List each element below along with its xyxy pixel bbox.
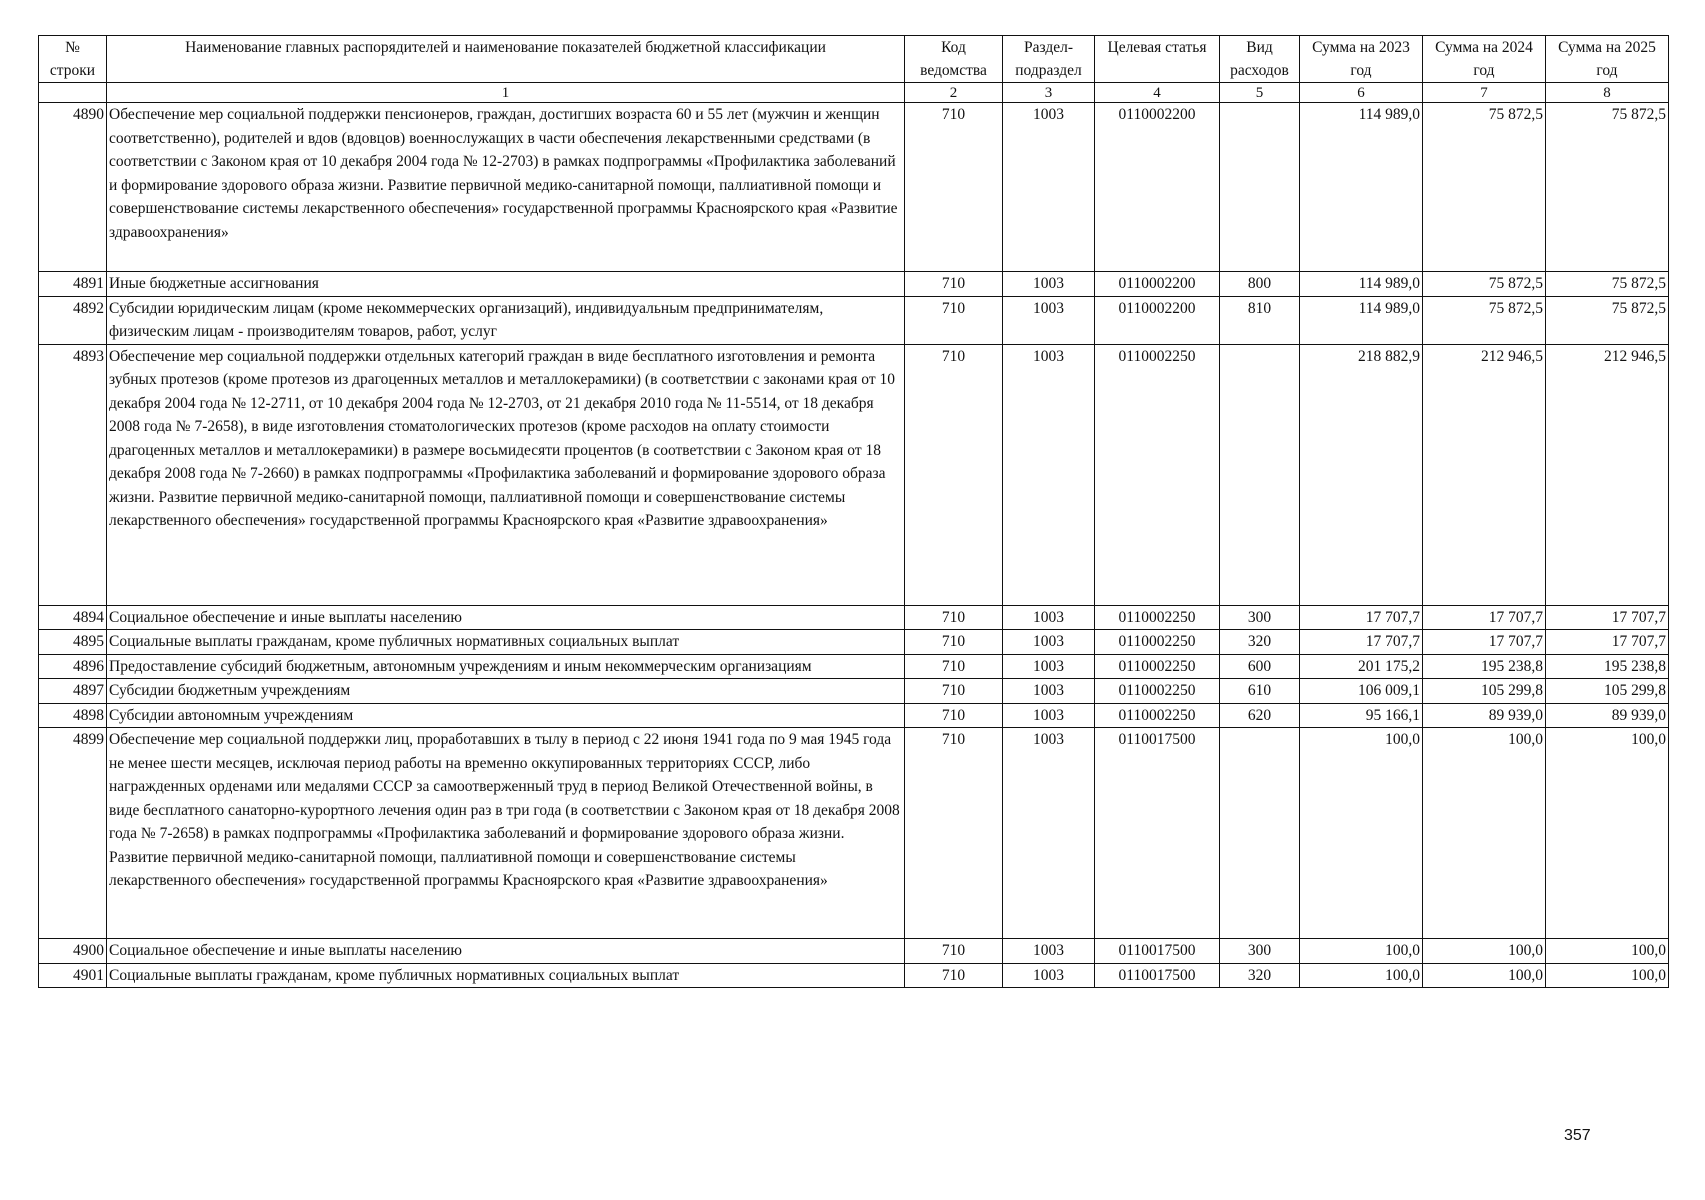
target-code: 0110002200: [1095, 103, 1220, 272]
table-row: [39, 728, 1669, 939]
sum-2023: 100,0: [1300, 963, 1423, 988]
table-row: [39, 963, 1669, 988]
page-number: 357: [1564, 1127, 1591, 1144]
dept-code: 710: [905, 963, 1003, 988]
row-name: Социальные выплаты гражданам, кроме публичных нормативных социальных выплат: [107, 630, 905, 655]
sum-2025: 100,0: [1546, 728, 1669, 939]
sum-2023: 100,0: [1300, 939, 1423, 964]
expense-type: 320: [1220, 963, 1300, 988]
dept-code: 710: [905, 272, 1003, 297]
header-dept-code: Код ведомства: [905, 36, 1003, 83]
target-code: 0110002200: [1095, 272, 1220, 297]
header-name: Наименование главных распорядителей и наименование показателей бюджетной классификации: [107, 36, 905, 83]
table-row: [39, 654, 1669, 679]
row-name: Субсидии автономным учреждениям: [107, 703, 905, 728]
row-name: Социальное обеспечение и иные выплаты населению: [107, 939, 905, 964]
table-row: [39, 630, 1669, 655]
section-code: 1003: [1003, 272, 1095, 297]
target-code: 0110002200: [1095, 296, 1220, 344]
dept-code: 710: [905, 630, 1003, 655]
target-code: 0110002250: [1095, 630, 1220, 655]
column-number: 1: [107, 83, 905, 103]
header-sum-2025: Сумма на 2025 год: [1546, 36, 1669, 83]
dept-code: 710: [905, 103, 1003, 272]
dept-code: 710: [905, 728, 1003, 939]
sum-2025: 100,0: [1546, 963, 1669, 988]
sum-2024: 100,0: [1423, 939, 1546, 964]
column-number: 8: [1546, 83, 1669, 103]
sum-2025: 17 707,7: [1546, 630, 1669, 655]
header-sum-2024: Сумма на 2024 год: [1423, 36, 1546, 83]
section-code: 1003: [1003, 939, 1095, 964]
row-name: Иные бюджетные ассигнования: [107, 272, 905, 297]
section-code: 1003: [1003, 703, 1095, 728]
table-row: [39, 103, 1669, 272]
expense-type: 810: [1220, 296, 1300, 344]
column-number: 2: [905, 83, 1003, 103]
column-number: 3: [1003, 83, 1095, 103]
column-number: 4: [1095, 83, 1220, 103]
section-code: 1003: [1003, 296, 1095, 344]
section-code: 1003: [1003, 728, 1095, 939]
row-name: Социальное обеспечение и иные выплаты населению: [107, 605, 905, 630]
sum-2023: 114 989,0: [1300, 296, 1423, 344]
target-code: 0110017500: [1095, 939, 1220, 964]
expense-type: 320: [1220, 630, 1300, 655]
expense-type: 600: [1220, 654, 1300, 679]
row-number: 4897: [39, 679, 107, 704]
target-code: 0110017500: [1095, 963, 1220, 988]
target-code: 0110002250: [1095, 679, 1220, 704]
sum-2024: 75 872,5: [1423, 272, 1546, 297]
sum-2023: 100,0: [1300, 728, 1423, 939]
sum-2025: 17 707,7: [1546, 605, 1669, 630]
dept-code: 710: [905, 296, 1003, 344]
row-number: 4899: [39, 728, 107, 939]
sum-2024: 105 299,8: [1423, 679, 1546, 704]
header-row-no: № строки: [39, 36, 107, 83]
row-number: 4893: [39, 344, 107, 605]
sum-2023: 114 989,0: [1300, 103, 1423, 272]
row-number: 4894: [39, 605, 107, 630]
table-row: [39, 605, 1669, 630]
target-code: 0110002250: [1095, 703, 1220, 728]
dept-code: 710: [905, 703, 1003, 728]
row-number: 4898: [39, 703, 107, 728]
sum-2023: 17 707,7: [1300, 605, 1423, 630]
dept-code: 710: [905, 605, 1003, 630]
target-code: 0110002250: [1095, 654, 1220, 679]
row-number: 4895: [39, 630, 107, 655]
expense-type: [1220, 728, 1300, 939]
table-header: [39, 36, 1669, 103]
target-code: 0110002250: [1095, 605, 1220, 630]
sum-2023: 114 989,0: [1300, 272, 1423, 297]
header-sum-2023: Сумма на 2023 год: [1300, 36, 1423, 83]
row-name: Социальные выплаты гражданам, кроме публичных нормативных социальных выплат: [107, 963, 905, 988]
section-code: 1003: [1003, 654, 1095, 679]
section-code: 1003: [1003, 103, 1095, 272]
section-code: 1003: [1003, 605, 1095, 630]
section-code: 1003: [1003, 630, 1095, 655]
section-code: 1003: [1003, 344, 1095, 605]
section-code: 1003: [1003, 963, 1095, 988]
row-name: Предоставление субсидий бюджетным, автономным учреждениям и иным некоммерческим организациям: [107, 654, 905, 679]
row-number: 4901: [39, 963, 107, 988]
sum-2023: 95 166,1: [1300, 703, 1423, 728]
sum-2025: 105 299,8: [1546, 679, 1669, 704]
row-name: Субсидии бюджетным учреждениям: [107, 679, 905, 704]
table-row: [39, 344, 1669, 605]
sum-2025: 212 946,5: [1546, 344, 1669, 605]
row-name: Обеспечение мер социальной поддержки отдельных категорий граждан в виде бесплатного изготовления и ремонта зубных протезов (кроме протезов из драгоценных металлов и металлокерамики) (в соответствии с законами края от 10 декабря 2004 года № 12-2711, от 10 декабря 2004 года № 12-2703, от 21 декабря 2010 года № 11-5514, от 18 декабря 2008 года № 7-2658), в виде изготовления стоматологических протезов (кроме расходов на оплату стоимости драгоценных металлов и металлокерамики) в размере восьмидесяти процентов (в соответствии с Законом края от 18 декабря 2008 года № 7-2660) в рамках подпрограммы «Профилактика заболеваний и формирование здорового образа жизни. Развитие первичной медико-санитарной помощи, паллиативной помощи и совершенствование системы лекарственного обеспечения» государственной программы Красноярского края «Развитие здравоохранения»: [107, 344, 905, 605]
sum-2025: 75 872,5: [1546, 103, 1669, 272]
column-number: 7: [1423, 83, 1546, 103]
column-number: 6: [1300, 83, 1423, 103]
column-numbers-row: [39, 83, 1669, 103]
table-body: [39, 103, 1669, 988]
row-name: Обеспечение мер социальной поддержки лиц, проработавших в тылу в период с 22 июня 1941 года по 9 мая 1945 года не менее шести месяцев, исключая период работы на временно оккупированных территориях СССР, либо награжденных орденами или медалями СССР за самоотверженный труд в период Великой Отечественной войны, в виде бесплатного санаторно-курортного лечения один раз в три года (в соответствии с Законом края от 18 декабря 2008 года № 7-2658) в рамках подпрограммы «Профилактика заболеваний и формирование здорового образа жизни. Развитие первичной медико-санитарной помощи, паллиативной помощи и совершенствование системы лекарственного обеспечения» государственной программы Красноярского края «Развитие здравоохранения»: [107, 728, 905, 939]
sum-2023: 106 009,1: [1300, 679, 1423, 704]
table-row: [39, 272, 1669, 297]
table-row: [39, 679, 1669, 704]
table-row: [39, 703, 1669, 728]
column-number: 5: [1220, 83, 1300, 103]
row-number: 4890: [39, 103, 107, 272]
sum-2025: 195 238,8: [1546, 654, 1669, 679]
dept-code: 710: [905, 939, 1003, 964]
sum-2025: 100,0: [1546, 939, 1669, 964]
table-row: [39, 939, 1669, 964]
sum-2025: 89 939,0: [1546, 703, 1669, 728]
expense-type: 300: [1220, 605, 1300, 630]
row-name: Субсидии юридическим лицам (кроме некоммерческих организаций), индивидуальным предпринимателям, физическим лицам - производителям товаров, работ, услуг: [107, 296, 905, 344]
sum-2024: 89 939,0: [1423, 703, 1546, 728]
budget-table: [38, 35, 1669, 988]
sum-2024: 100,0: [1423, 728, 1546, 939]
sum-2024: 212 946,5: [1423, 344, 1546, 605]
expense-type: 300: [1220, 939, 1300, 964]
row-name: Обеспечение мер социальной поддержки пенсионеров, граждан, достигших возраста 60 и 55 лет (мужчин и женщин соответственно), родителей и вдов (вдовцов) военнослужащих в части обеспечения лекарственными средствами (в соответствии с Законом края от 10 декабря 2004 года № 12-2703) в рамках подпрограммы «Профилактика заболеваний и формирование здорового образа жизни. Развитие первичной медико-санитарной помощи, паллиативной помощи и совершенствование системы лекарственного обеспечения» государственной программы Красноярского края «Развитие здравоохранения»: [107, 103, 905, 272]
expense-type: [1220, 103, 1300, 272]
target-code: 0110017500: [1095, 728, 1220, 939]
expense-type: [1220, 344, 1300, 605]
header-exp-type: Вид расходов: [1220, 36, 1300, 83]
sum-2023: 201 175,2: [1300, 654, 1423, 679]
dept-code: 710: [905, 654, 1003, 679]
section-code: 1003: [1003, 679, 1095, 704]
expense-type: 620: [1220, 703, 1300, 728]
sum-2025: 75 872,5: [1546, 272, 1669, 297]
sum-2024: 195 238,8: [1423, 654, 1546, 679]
sum-2024: 17 707,7: [1423, 630, 1546, 655]
column-number: [39, 83, 107, 103]
sum-2024: 100,0: [1423, 963, 1546, 988]
sum-2025: 75 872,5: [1546, 296, 1669, 344]
expense-type: 610: [1220, 679, 1300, 704]
dept-code: 710: [905, 679, 1003, 704]
expense-type: 800: [1220, 272, 1300, 297]
target-code: 0110002250: [1095, 344, 1220, 605]
row-number: 4891: [39, 272, 107, 297]
sum-2024: 75 872,5: [1423, 103, 1546, 272]
row-number: 4896: [39, 654, 107, 679]
header-section: Раздел-подраздел: [1003, 36, 1095, 83]
sum-2024: 75 872,5: [1423, 296, 1546, 344]
table-row: [39, 296, 1669, 344]
dept-code: 710: [905, 344, 1003, 605]
header-target: Целевая статья: [1095, 36, 1220, 83]
sum-2023: 218 882,9: [1300, 344, 1423, 605]
sum-2023: 17 707,7: [1300, 630, 1423, 655]
row-number: 4892: [39, 296, 107, 344]
row-number: 4900: [39, 939, 107, 964]
sum-2024: 17 707,7: [1423, 605, 1546, 630]
